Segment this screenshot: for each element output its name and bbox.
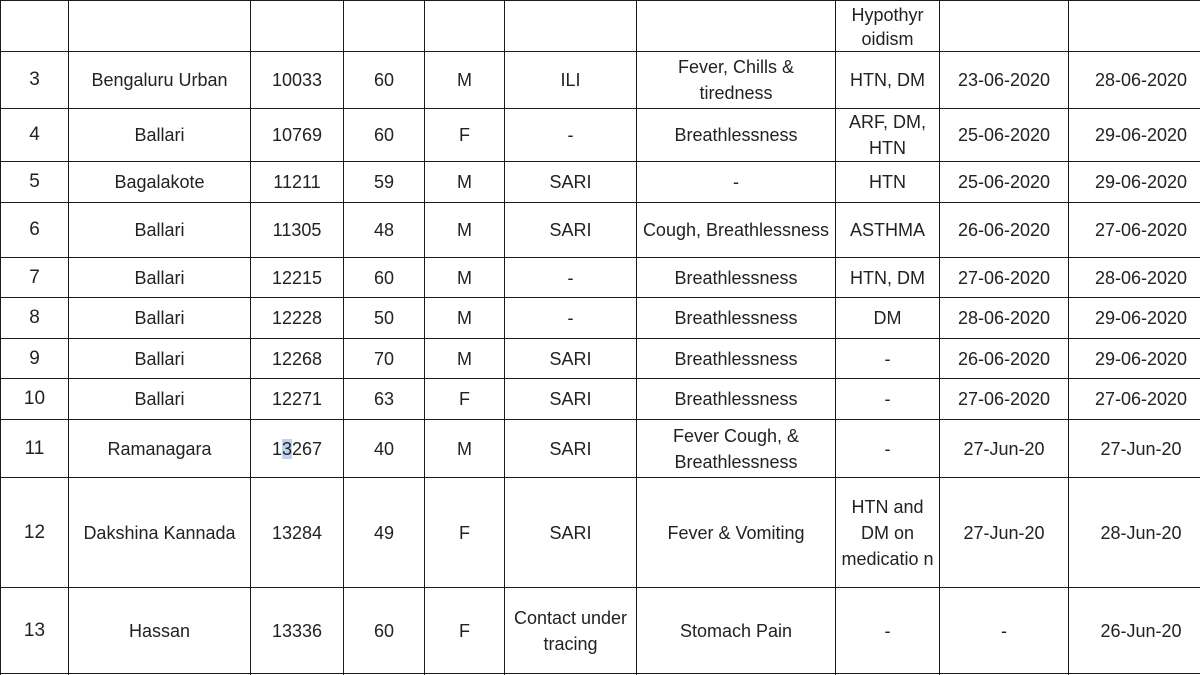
age-cell: [344, 1, 425, 52]
admission-date-cell: [940, 1, 1069, 52]
death-date-cell: 28-06-2020: [1069, 52, 1200, 109]
symptoms-cell: Fever, Chills & tiredness: [637, 52, 836, 109]
serial-number-cell: 6: [1, 203, 69, 258]
district-cell: Ballari: [69, 203, 251, 258]
category-cell: SARI: [505, 420, 637, 478]
category-cell: [505, 1, 637, 52]
district-cell: [69, 1, 251, 52]
patient-id-cell: 13267: [251, 420, 344, 478]
table-row: [1, 1, 1200, 52]
age-cell: 40: [344, 420, 425, 478]
patient-id-cell: 11305: [251, 203, 344, 258]
district-cell: Ballari: [69, 379, 251, 420]
symptoms-cell: Cough, Breathlessness: [637, 203, 836, 258]
serial-number-cell: 8: [1, 298, 69, 339]
table-row: [1, 52, 1200, 109]
district-cell: Hassan: [69, 588, 251, 674]
district-cell: Ballari: [69, 258, 251, 298]
death-date-cell: 27-06-2020: [1069, 379, 1200, 420]
age-cell: 60: [344, 109, 425, 162]
admission-date-cell: 23-06-2020: [940, 52, 1069, 109]
district-cell: Ballari: [69, 339, 251, 379]
age-cell: 50: [344, 298, 425, 339]
sex-cell: M: [425, 298, 505, 339]
sex-cell: M: [425, 203, 505, 258]
patient-id-cell: 13336: [251, 588, 344, 674]
table-row: [1, 258, 1200, 298]
comorbidity-cell: -: [836, 420, 940, 478]
sex-cell: M: [425, 339, 505, 379]
comorbidity-cell: -: [836, 588, 940, 674]
category-cell: SARI: [505, 203, 637, 258]
symptoms-cell: Breathlessness: [637, 258, 836, 298]
serial-number-cell: 12: [1, 478, 69, 588]
age-cell: 48: [344, 203, 425, 258]
death-date-cell: 28-Jun-20: [1069, 478, 1200, 588]
death-date-cell: 27-06-2020: [1069, 203, 1200, 258]
age-cell: 60: [344, 52, 425, 109]
category-cell: ILI: [505, 52, 637, 109]
table-row: [1, 588, 1200, 674]
comorbidity-cell: HTN, DM: [836, 52, 940, 109]
symptoms-cell: Breathlessness: [637, 298, 836, 339]
patient-id-cell: 10033: [251, 52, 344, 109]
admission-date-cell: 27-Jun-20: [940, 478, 1069, 588]
comorbidity-cell: Hypothyr oidism: [836, 1, 940, 52]
table-row: [1, 109, 1200, 162]
comorbidity-cell: ASTHMA: [836, 203, 940, 258]
sex-cell: F: [425, 379, 505, 420]
patient-id-cell: 12268: [251, 339, 344, 379]
admission-date-cell: 26-06-2020: [940, 203, 1069, 258]
category-cell: -: [505, 109, 637, 162]
sex-cell: [425, 1, 505, 52]
patient-id-cell: [251, 1, 344, 52]
patient-id-cell: 11211: [251, 162, 344, 203]
category-cell: SARI: [505, 379, 637, 420]
death-date-cell: 28-06-2020: [1069, 258, 1200, 298]
comorbidity-cell: HTN and DM on medicatio n: [836, 478, 940, 588]
comorbidity-cell: HTN, DM: [836, 258, 940, 298]
category-cell: -: [505, 258, 637, 298]
table-row: [1, 203, 1200, 258]
serial-number-cell: [1, 1, 69, 52]
age-cell: 49: [344, 478, 425, 588]
serial-number-cell: 3: [1, 52, 69, 109]
age-cell: 60: [344, 588, 425, 674]
symptoms-cell: -: [637, 162, 836, 203]
age-cell: 70: [344, 339, 425, 379]
symptoms-cell: Breathlessness: [637, 109, 836, 162]
patient-id-cell: 12271: [251, 379, 344, 420]
patient-id-cell: 13284: [251, 478, 344, 588]
admission-date-cell: 26-06-2020: [940, 339, 1069, 379]
death-date-cell: 29-06-2020: [1069, 109, 1200, 162]
comorbidity-cell: HTN: [836, 162, 940, 203]
symptoms-cell: [637, 1, 836, 52]
table-row: [1, 298, 1200, 339]
comorbidity-cell: DM: [836, 298, 940, 339]
district-cell: Bagalakote: [69, 162, 251, 203]
table-row: [1, 162, 1200, 203]
patient-id-cell: 10769: [251, 109, 344, 162]
admission-date-cell: 27-06-2020: [940, 379, 1069, 420]
comorbidity-cell: ARF, DM, HTN: [836, 109, 940, 162]
sex-cell: M: [425, 258, 505, 298]
table-row: [1, 420, 1200, 478]
category-cell: SARI: [505, 162, 637, 203]
sex-cell: F: [425, 109, 505, 162]
death-date-cell: 26-Jun-20: [1069, 588, 1200, 674]
category-cell: SARI: [505, 478, 637, 588]
serial-number-cell: 13: [1, 588, 69, 674]
district-cell: Ramanagara: [69, 420, 251, 478]
death-date-cell: 27-Jun-20: [1069, 420, 1200, 478]
admission-date-cell: 25-06-2020: [940, 162, 1069, 203]
sex-cell: F: [425, 588, 505, 674]
sex-cell: M: [425, 420, 505, 478]
death-date-cell: 29-06-2020: [1069, 298, 1200, 339]
admission-date-cell: 27-Jun-20: [940, 420, 1069, 478]
table-row: [1, 478, 1200, 588]
age-cell: 59: [344, 162, 425, 203]
patient-id-cell: 12228: [251, 298, 344, 339]
age-cell: 60: [344, 258, 425, 298]
serial-number-cell: 7: [1, 258, 69, 298]
symptoms-cell: Breathlessness: [637, 339, 836, 379]
sex-cell: F: [425, 478, 505, 588]
symptoms-cell: Stomach Pain: [637, 588, 836, 674]
death-date-cell: 29-06-2020: [1069, 339, 1200, 379]
category-cell: Contact under tracing: [505, 588, 637, 674]
age-cell: 63: [344, 379, 425, 420]
sex-cell: M: [425, 52, 505, 109]
table-body: [1, 1, 1200, 675]
patient-id-cell: 12215: [251, 258, 344, 298]
district-cell: Ballari: [69, 109, 251, 162]
symptoms-cell: Fever & Vomiting: [637, 478, 836, 588]
district-cell: Bengaluru Urban: [69, 52, 251, 109]
serial-number-cell: 4: [1, 109, 69, 162]
admission-date-cell: 25-06-2020: [940, 109, 1069, 162]
death-date-cell: 29-06-2020: [1069, 162, 1200, 203]
serial-number-cell: 11: [1, 420, 69, 478]
serial-number-cell: 9: [1, 339, 69, 379]
district-cell: Dakshina Kannada: [69, 478, 251, 588]
death-date-cell: [1069, 1, 1200, 52]
admission-date-cell: 28-06-2020: [940, 298, 1069, 339]
table-row: [1, 339, 1200, 379]
comorbidity-cell: -: [836, 379, 940, 420]
category-cell: SARI: [505, 339, 637, 379]
admission-date-cell: 27-06-2020: [940, 258, 1069, 298]
category-cell: -: [505, 298, 637, 339]
comorbidity-cell: -: [836, 339, 940, 379]
serial-number-cell: 5: [1, 162, 69, 203]
admission-date-cell: -: [940, 588, 1069, 674]
serial-number-cell: 10: [1, 379, 69, 420]
table-row: [1, 379, 1200, 420]
district-cell: Ballari: [69, 298, 251, 339]
symptoms-cell: Breathlessness: [637, 379, 836, 420]
text-selection-highlight: 3: [281, 438, 292, 459]
symptoms-cell: Fever Cough, & Breathlessness: [637, 420, 836, 478]
sex-cell: M: [425, 162, 505, 203]
